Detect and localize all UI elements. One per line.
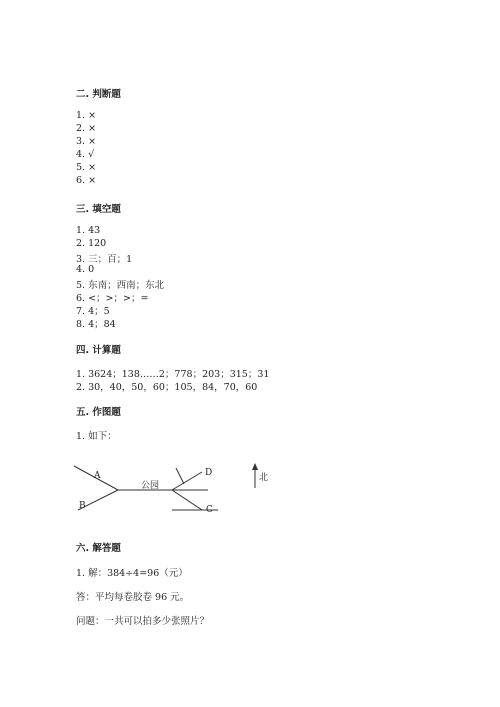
answer-line: 1. × xyxy=(76,110,97,121)
section-3-title: 三. 填空题 xyxy=(76,204,121,215)
section-2-title: 二. 判断题 xyxy=(76,89,121,100)
label-d: D xyxy=(205,468,213,478)
direction-diagram xyxy=(70,458,280,520)
label-c: C xyxy=(206,505,213,515)
road-d-line xyxy=(172,472,202,490)
answer-line: 8. 4；84 xyxy=(76,319,116,330)
answer-line: 5. × xyxy=(76,162,97,173)
answer-line: 2. × xyxy=(76,123,97,134)
answer-line: 1. 3624；138……2；778；203；315；31 xyxy=(76,369,270,380)
north-arrow-icon xyxy=(252,463,258,470)
answer-statement: 答：平均每卷胶卷 96 元。 xyxy=(76,592,190,603)
answer-line: 2. 120 xyxy=(76,238,107,249)
answer-line: 6. <；>；>；= xyxy=(76,293,149,304)
road-d-branch-line xyxy=(176,468,184,484)
label-b: B xyxy=(79,501,86,511)
question-line: 问题：一共可以拍多少张照片？ xyxy=(76,616,210,627)
answer-line: 2. 30，40，50，60；105，84，70，60 xyxy=(76,382,258,393)
answer-line: 5. 东南；西南；东北 xyxy=(76,280,165,291)
answer-line: 1. 如下： xyxy=(76,431,117,442)
solution-line: 1. 解：384÷4=96（元） xyxy=(76,568,188,579)
answer-line: 3. × xyxy=(76,136,97,147)
label-north: 北 xyxy=(259,473,269,483)
road-c-line xyxy=(172,490,202,510)
section-6-title: 六. 解答题 xyxy=(76,543,121,554)
answer-line: 3. 三；百；1 xyxy=(76,254,133,265)
section-4-title: 四. 计算题 xyxy=(76,345,121,356)
answer-line: 7. 4；5 xyxy=(76,306,110,317)
answer-line: 6. × xyxy=(76,175,97,186)
answer-line: 1. 43 xyxy=(76,225,101,236)
label-a: A xyxy=(94,471,101,481)
section-5-title: 五. 作图题 xyxy=(76,407,121,418)
answer-line: 4. √ xyxy=(76,149,95,160)
answer-line: 4. 0 xyxy=(76,264,95,275)
label-park: 公园 xyxy=(141,481,160,491)
